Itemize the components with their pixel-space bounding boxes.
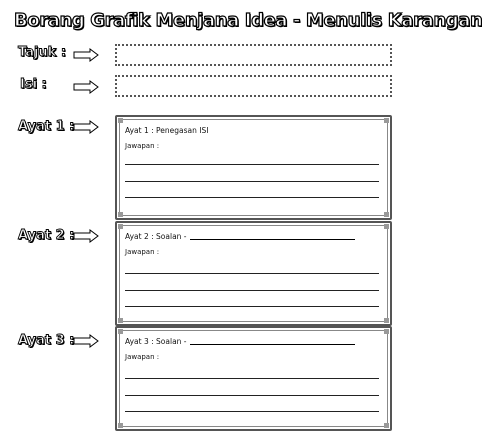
ayat-2-heading: Ayat 2 : Soalan - [125, 232, 355, 241]
ayat-1-answer-label: Jawapan : [125, 142, 160, 150]
ayat-2-answer-label: Jawapan : [125, 248, 160, 256]
label-ayat-2: Ayat 2 : [18, 228, 75, 243]
arrow-right-icon [73, 229, 99, 243]
ayat-3-box[interactable] [115, 326, 392, 431]
soalan-line [190, 239, 355, 240]
arrow-right-icon [73, 48, 99, 62]
ayat-1-heading: Ayat 1 : Penegasan ISI [125, 126, 209, 135]
label-ayat-3: Ayat 3 : [18, 333, 75, 348]
answer-line [125, 290, 379, 291]
answer-line [125, 395, 379, 396]
ayat-3-answer-label: Jawapan : [125, 353, 160, 361]
answer-line [125, 378, 379, 379]
isi-input-box[interactable] [115, 75, 392, 97]
answer-line [125, 411, 379, 412]
label-isi: Isi : [20, 77, 47, 92]
arrow-right-icon [73, 80, 99, 94]
label-tajuk: Tajuk : [18, 45, 67, 60]
form-title: Borang Grafik Menjana Idea - Menulis Karangan [14, 10, 482, 31]
answer-line [125, 164, 379, 165]
arrow-right-icon [73, 120, 99, 134]
ayat-3-heading: Ayat 3 : Soalan - [125, 337, 355, 346]
label-ayat-1: Ayat 1 : [18, 119, 75, 134]
ayat-1-box[interactable] [115, 115, 392, 220]
ayat-2-box[interactable] [115, 221, 392, 326]
answer-line [125, 181, 379, 182]
answer-line [125, 197, 379, 198]
answer-line [125, 306, 379, 307]
arrow-right-icon [73, 334, 99, 348]
soalan-line [190, 344, 355, 345]
tajuk-input-box[interactable] [115, 44, 392, 66]
answer-line [125, 273, 379, 274]
